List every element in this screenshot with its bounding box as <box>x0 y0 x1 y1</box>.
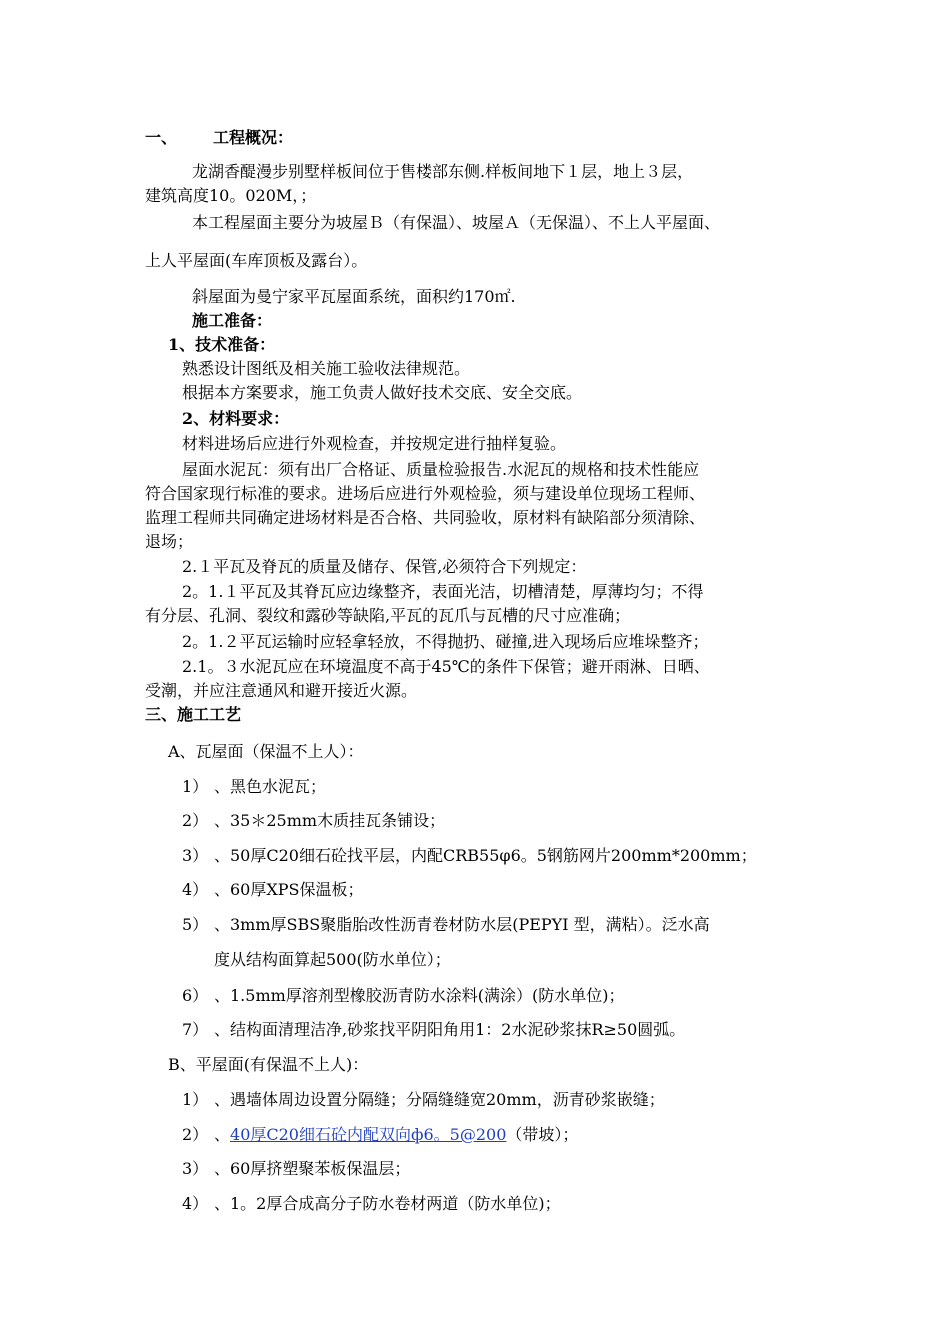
item-suffix: （带坡）； <box>506 1125 579 1144</box>
list-b-item-1 <box>182 1089 665 1111</box>
rule-2-1-1-line2: 有分层、孔洞、裂纹和露砂等缺陷,平瓦的瓦爪与瓦槽的尺寸应准确； <box>145 606 631 625</box>
item-text: 、60厚挤塑聚苯板保温层； <box>214 1159 411 1178</box>
item-number: 2） <box>182 1125 209 1144</box>
list-a-item-2 <box>182 810 445 832</box>
item-text: 、3mm厚SBS聚脂胎改性沥青卷材防水层(PEPYⅠ 型，满粘）。泛水高 <box>214 915 710 934</box>
rule-2-1-3-line2: 受潮，并应注意通风和避开接近火源。 <box>145 681 418 700</box>
list-a-item-1 <box>182 776 326 798</box>
spec-link[interactable]: 40厚C20细石砼内配双向ф6。5@200 <box>230 1125 507 1144</box>
item-text: 、1.5mm厚溶剂型橡胶沥青防水涂料(满涂）(防水单位)； <box>214 986 625 1005</box>
list-b-item-3 <box>182 1158 410 1180</box>
list-a-item-5-cont: 度从结构面算起500(防水单位）； <box>214 950 451 969</box>
item-number: 1） <box>182 777 209 796</box>
section-1-title: 工程概况： <box>213 128 294 147</box>
list-b-title: B、平屋面(有保温不上人)： <box>168 1055 369 1074</box>
material-cement-tile-line2: 符合国家现行标准的要求。进场后应进行外观检验，须与建设单位现场工程师、 <box>145 484 706 503</box>
material-item-1: 材料进场后应进行外观检查，并按规定进行抽样复验。 <box>182 434 567 453</box>
rule-2-1: 2.１平瓦及脊瓦的质量及储存、保管,必须符合下列规定： <box>182 557 587 576</box>
material-cement-tile-line4: 退场； <box>145 532 194 551</box>
item-text: 、60厚XPS保温板； <box>214 880 364 899</box>
list-a-item-3 <box>182 845 757 867</box>
item-text: 、遇墙体周边设置分隔缝；分隔缝缝宽20mm，沥青砂浆嵌缝； <box>214 1090 665 1109</box>
section-2-heading: 施工准备： <box>192 311 273 330</box>
rule-2-1-3-line1: 2.1。３水泥瓦应在环境温度不高于45℃的条件下保管；避开雨淋、日晒、 <box>182 657 710 676</box>
item-number: 6） <box>182 986 209 1005</box>
item-number: 4） <box>182 1194 209 1213</box>
section-1-heading <box>145 127 293 149</box>
subsection-tech-prep: 1、技术准备： <box>168 335 276 354</box>
list-a-title: A、瓦屋面（保温不上人）： <box>168 742 364 761</box>
item-number: 2） <box>182 811 209 830</box>
item-text: 、50厚C20细石砼找平层，内配CRB55φ6。5钢筋网片200mm*200mm； <box>214 846 757 865</box>
paragraph-roof-types-line1: 本工程屋面主要分为坡屋Ｂ（有保温）、坡屋Ａ（无保温）、不上人平屋面、 <box>192 213 721 232</box>
item-prefix: 、 <box>214 1125 231 1144</box>
material-cement-tile-line1: 屋面水泥瓦：须有出厂合格证、质量检验报告.水泥瓦的规格和技术性能应 <box>182 460 700 479</box>
subsection-material: 2、材料要求： <box>182 409 290 428</box>
item-number: 7） <box>182 1020 209 1039</box>
list-a-item-5 <box>182 914 710 936</box>
paragraph-slope-roof: 斜屋面为曼宁家平瓦屋面系统，面积约170㎡. <box>192 287 516 306</box>
item-number: 3） <box>182 846 209 865</box>
list-b-item-2 <box>182 1124 578 1146</box>
item-text: 、结构面清理洁净,砂浆找平阴阳角用1：2水泥砂浆抹R≥50圆弧。 <box>214 1020 686 1039</box>
item-text: 、黑色水泥瓦； <box>214 777 327 796</box>
list-b-item-4 <box>182 1193 561 1215</box>
rule-2-1-1-line1: 2。1.１平瓦及其脊瓦应边缘整齐，表面光洁，切槽清楚，厚薄均匀；不得 <box>182 582 704 601</box>
item-text: 、1。2厚合成高分子防水卷材两道（防水单位)； <box>214 1194 561 1213</box>
section-1-number: 一、 <box>145 128 178 147</box>
paragraph-overview-line2: 建筑高度10。020M，； <box>145 186 317 205</box>
item-number: 5） <box>182 915 209 934</box>
paragraph-overview-line1: 龙湖香醍漫步别墅样板间位于售楼部东侧.样板间地下１层，地上３层， <box>192 162 694 181</box>
item-number: 4） <box>182 880 209 899</box>
tech-prep-item-1: 熟悉设计图纸及相关施工验收法律规范。 <box>182 359 471 378</box>
item-number: 1） <box>182 1090 209 1109</box>
paragraph-roof-types-line2: 上人平屋面(车库顶板及露台）。 <box>145 251 368 270</box>
section-3-heading: 三、施工工艺 <box>145 705 242 724</box>
list-a-item-4 <box>182 879 363 901</box>
list-a-item-7 <box>182 1019 685 1041</box>
item-number: 3） <box>182 1159 209 1178</box>
list-a-item-6 <box>182 985 625 1007</box>
material-cement-tile-line3: 监理工程师共同确定进场材料是否合格、共同验收，原材料有缺陷部分须清除、 <box>145 508 706 527</box>
item-text: 、35＊25mm木质挂瓦条铺设； <box>214 811 446 830</box>
tech-prep-item-2: 根据本方案要求，施工负责人做好技术交底、安全交底。 <box>182 383 583 402</box>
rule-2-1-2: 2。1.２平瓦运输时应轻拿轻放，不得抛扔、碰撞,进入现场后应堆垛整齐； <box>182 632 709 651</box>
